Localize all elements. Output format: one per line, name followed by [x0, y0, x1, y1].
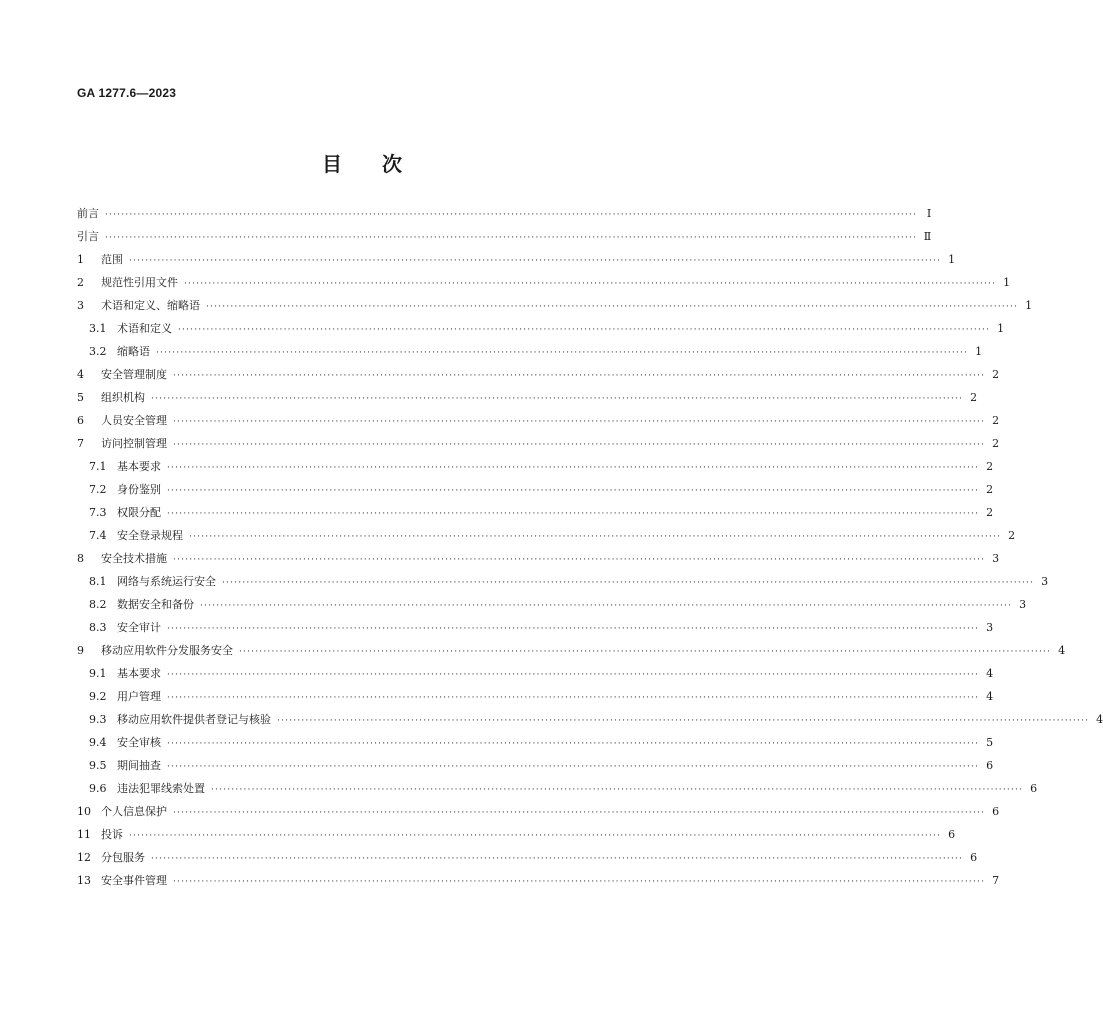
- toc-entry[interactable]: [77, 296, 1033, 319]
- toc-entry-page: 6: [948, 828, 956, 841]
- standard-number: GA 1277.6—2023: [77, 86, 177, 100]
- toc-entry-page: 2: [1008, 529, 1016, 542]
- toc-entry-page: 1: [997, 322, 1005, 335]
- toc-entry[interactable]: [77, 503, 994, 526]
- toc-entry-label: 缩略语: [117, 345, 150, 358]
- toc-entry-page: 3: [992, 552, 1000, 565]
- toc-entry-page: Ⅰ: [926, 207, 932, 220]
- toc-entry-label: 安全技术措施: [101, 552, 167, 565]
- toc-entry[interactable]: [77, 687, 994, 710]
- toc-entry-page: 4: [986, 690, 994, 703]
- toc-entry-page: 2: [986, 460, 994, 473]
- toc-leader-dots: ········································································································································································································: [167, 486, 980, 496]
- toc-entry-number: 8.1: [89, 575, 107, 588]
- toc-entry-number: 9.5: [89, 759, 107, 772]
- toc-entry-label: 期间抽查: [117, 759, 161, 772]
- toc-entry-label: 违法犯罪线索处置: [117, 782, 205, 795]
- toc-entry[interactable]: [77, 457, 994, 480]
- toc-entry-label: 个人信息保护: [101, 805, 167, 818]
- toc-leader-dots: ········································································································································································································: [211, 785, 1024, 795]
- toc-entry[interactable]: [77, 273, 1011, 296]
- toc-entry-number: 13: [77, 874, 91, 887]
- toc-entry-number: 9.6: [89, 782, 107, 795]
- toc-leader-dots: ········································································································································································································: [151, 394, 964, 404]
- toc-entry[interactable]: [77, 342, 983, 365]
- toc-entry-page: 4: [986, 667, 994, 680]
- toc-entry-page: 4: [1096, 713, 1103, 726]
- toc-leader-dots: ········································································································································································································: [200, 601, 1013, 611]
- toc-entry[interactable]: [77, 641, 1066, 664]
- toc-entry-label: 移动应用软件提供者登记与核验: [117, 713, 271, 726]
- toc-entry-number: 11: [77, 828, 91, 841]
- toc-entry-page: 6: [1030, 782, 1038, 795]
- toc-entry[interactable]: [77, 710, 1103, 733]
- toc-entry-page: 6: [970, 851, 978, 864]
- toc-leader-dots: ········································································································································································································: [167, 739, 980, 749]
- toc-leader-dots: ········································································································································································································: [173, 440, 986, 450]
- toc-leader-dots: ········································································································································································································: [156, 348, 969, 358]
- toc-leader-dots: ········································································································································································································: [173, 555, 986, 565]
- toc-entry[interactable]: [77, 434, 1000, 457]
- toc-leader-dots: ········································································································································································································: [129, 831, 942, 841]
- toc-leader-dots: ········································································································································································································: [239, 647, 1052, 657]
- toc-entry-number: 12: [77, 851, 91, 864]
- toc-entry-page: 1: [975, 345, 983, 358]
- toc-entry-number: 9.1: [89, 667, 107, 680]
- toc-entry-label: 安全管理制度: [101, 368, 167, 381]
- toc-entry-number: 8.2: [89, 598, 107, 611]
- toc-entry-label: 权限分配: [117, 506, 161, 519]
- toc-entry[interactable]: [77, 733, 994, 756]
- toc-entry-label: 安全登录规程: [117, 529, 183, 542]
- toc-leader-dots: ········································································································································································································: [167, 762, 980, 772]
- toc-entry[interactable]: [77, 250, 956, 273]
- toc-leader-dots: ········································································································································································································: [173, 877, 986, 887]
- toc-leader-dots: ········································································································································································································: [222, 578, 1035, 588]
- toc-entry-page: 2: [970, 391, 978, 404]
- toc-entry-page: 7: [992, 874, 1000, 887]
- toc-entry[interactable]: [77, 618, 994, 641]
- toc-entry-label: 基本要求: [117, 667, 161, 680]
- toc-entry-page: 5: [986, 736, 994, 749]
- toc-entry[interactable]: [77, 664, 994, 687]
- toc-entry-page: 1: [1025, 299, 1033, 312]
- toc-entry-page: 6: [986, 759, 994, 772]
- toc-entry-number: 8: [77, 552, 84, 565]
- toc-leader-dots: ········································································································································································································: [105, 210, 918, 220]
- toc-leader-dots: ········································································································································································································: [167, 624, 980, 634]
- toc-entry[interactable]: [77, 871, 1000, 894]
- page-title: [0, 148, 724, 177]
- toc-entry[interactable]: [77, 388, 978, 411]
- toc-leader-dots: ········································································································································································································: [178, 325, 991, 335]
- toc-entry[interactable]: [77, 825, 956, 848]
- toc-entry-label: 安全审计: [117, 621, 161, 634]
- toc-entry-number: 7.1: [89, 460, 107, 473]
- toc-entry[interactable]: [77, 365, 1000, 388]
- toc-entry-label: 范围: [101, 253, 123, 266]
- toc-entry-label: 分包服务: [101, 851, 145, 864]
- toc-entry-label: 安全事件管理: [101, 874, 167, 887]
- toc-entry-label: 安全审核: [117, 736, 161, 749]
- toc-leader-dots: ········································································································································································································: [167, 670, 980, 680]
- toc-entry-number: 6: [77, 414, 84, 427]
- toc-entry-label: 术语和定义: [117, 322, 172, 335]
- toc-entry-label: 引言: [77, 230, 99, 243]
- toc-entry-number: 7.2: [89, 483, 107, 496]
- toc-entry-page: Ⅱ: [923, 230, 932, 243]
- toc-entry-label: 组织机构: [101, 391, 145, 404]
- toc-leader-dots: ········································································································································································································: [173, 417, 986, 427]
- table-of-contents: [77, 204, 1103, 894]
- toc-leader-dots: ········································································································································································································: [173, 808, 986, 818]
- toc-entry-label: 身份鉴别: [117, 483, 161, 496]
- toc-leader-dots: ········································································································································································································: [173, 371, 986, 381]
- toc-entry-label: 数据安全和备份: [117, 598, 194, 611]
- toc-entry-number: 4: [77, 368, 84, 381]
- toc-entry-label: 基本要求: [117, 460, 161, 473]
- toc-entry-page: 3: [1041, 575, 1049, 588]
- toc-entry-label: 网络与系统运行安全: [117, 575, 216, 588]
- toc-entry-page: 3: [986, 621, 994, 634]
- toc-entry-page: 2: [992, 437, 1000, 450]
- toc-entry[interactable]: [77, 802, 1000, 825]
- toc-entry-page: 3: [1019, 598, 1027, 611]
- toc-entry-number: 7: [77, 437, 84, 450]
- toc-entry-page: 2: [992, 414, 1000, 427]
- toc-entry-number: 10: [77, 805, 91, 818]
- toc-leader-dots: ········································································································································································································: [151, 854, 964, 864]
- toc-entry-label: 人员安全管理: [101, 414, 167, 427]
- toc-leader-dots: ········································································································································································································: [167, 693, 980, 703]
- toc-leader-dots: ········································································································································································································: [167, 463, 980, 473]
- toc-entry-page: 1: [1003, 276, 1011, 289]
- toc-entry-label: 前言: [77, 207, 99, 220]
- toc-leader-dots: ········································································································································································································: [206, 302, 1019, 312]
- toc-entry-page: 6: [992, 805, 1000, 818]
- toc-entry-number: 9.4: [89, 736, 107, 749]
- toc-entry[interactable]: [77, 204, 932, 227]
- title-char-1: 目: [322, 152, 342, 176]
- toc-leader-dots: ········································································································································································································: [105, 233, 918, 243]
- toc-entry-page: 4: [1058, 644, 1066, 657]
- toc-entry[interactable]: [77, 779, 1038, 802]
- toc-entry-number: 9.3: [89, 713, 107, 726]
- toc-entry-number: 3: [77, 299, 84, 312]
- toc-entry[interactable]: [77, 526, 1016, 549]
- toc-entry[interactable]: [77, 411, 1000, 434]
- toc-entry[interactable]: [77, 227, 932, 250]
- toc-entry-number: 3.1: [89, 322, 107, 335]
- toc-entry-label: 访问控制管理: [101, 437, 167, 450]
- toc-entry-page: 2: [992, 368, 1000, 381]
- toc-entry-page: 2: [986, 506, 994, 519]
- toc-leader-dots: ········································································································································································································: [189, 532, 1002, 542]
- toc-entry-label: 规范性引用文件: [101, 276, 178, 289]
- toc-leader-dots: ········································································································································································································: [167, 509, 980, 519]
- toc-entry-label: 移动应用软件分发服务安全: [101, 644, 233, 657]
- toc-entry-page: 1: [948, 253, 956, 266]
- toc-entry-number: 8.3: [89, 621, 107, 634]
- toc-leader-dots: ········································································································································································································: [184, 279, 997, 289]
- toc-entry[interactable]: [77, 549, 1000, 572]
- toc-entry-page: 2: [986, 483, 994, 496]
- toc-entry[interactable]: [77, 848, 978, 871]
- toc-leader-dots: ········································································································································································································: [277, 716, 1090, 726]
- toc-leader-dots: ········································································································································································································: [129, 256, 942, 266]
- toc-entry-number: 1: [77, 253, 84, 266]
- toc-entry-number: 9.2: [89, 690, 107, 703]
- toc-entry[interactable]: [77, 595, 1027, 618]
- toc-entry-number: 7.3: [89, 506, 107, 519]
- toc-entry[interactable]: [77, 756, 994, 779]
- toc-entry-number: 3.2: [89, 345, 107, 358]
- toc-entry-number: 5: [77, 391, 84, 404]
- toc-entry-number: 9: [77, 644, 84, 657]
- toc-entry-number: 7.4: [89, 529, 107, 542]
- toc-entry[interactable]: [77, 572, 1049, 595]
- toc-entry-label: 用户管理: [117, 690, 161, 703]
- toc-entry-number: 2: [77, 276, 84, 289]
- toc-entry-label: 投诉: [101, 828, 123, 841]
- toc-entry[interactable]: [77, 480, 994, 503]
- title-char-2: 次: [382, 152, 402, 176]
- toc-entry[interactable]: [77, 319, 1005, 342]
- toc-entry-label: 术语和定义、缩略语: [101, 299, 200, 312]
